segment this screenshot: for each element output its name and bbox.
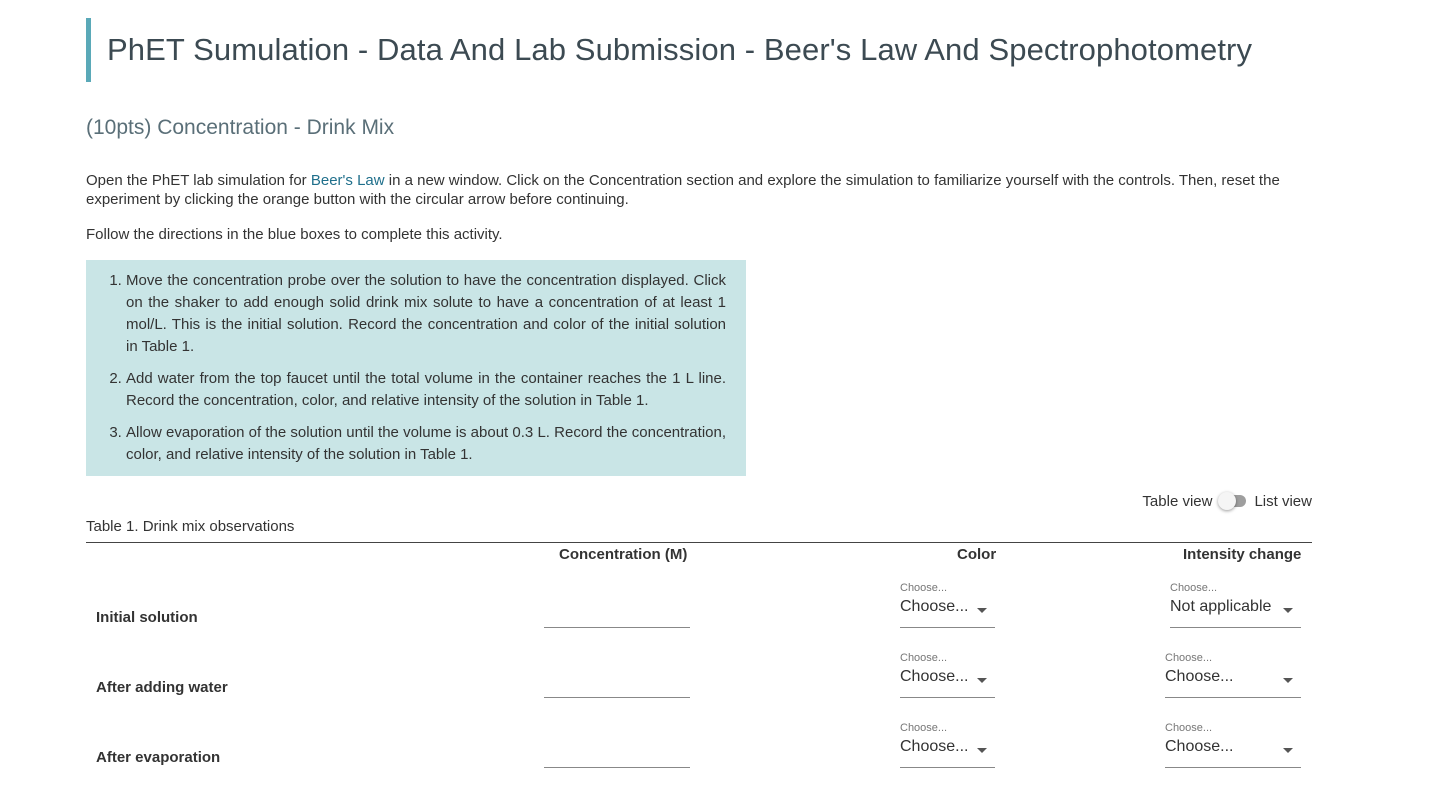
chevron-down-icon	[977, 748, 987, 753]
direction-item: 3. Allow evaporation of the solution until the volume is about 0.3 L. Record the concentration, color, and relative intensity of the solution in Table 1.	[126, 422, 726, 466]
concentration-input-after-evaporation[interactable]	[544, 743, 690, 768]
directions-box	[86, 260, 746, 476]
row-label-after-adding-water: After adding water	[96, 679, 228, 696]
direction-item: 1. Move the concentration probe over the solution to have the concentration displayed. Click on the shaker to add enough solid drink mix solute to have a concentration of at least 1 mol/L. This is the initial solution. Record the concentration and color of the initial solution in Table 1.	[126, 270, 726, 358]
chevron-down-icon	[1283, 678, 1293, 683]
select-hint: Choose...	[1170, 582, 1218, 594]
color-select-initial[interactable]	[900, 582, 995, 628]
view-toggle	[1142, 492, 1312, 510]
table-view-label: Table view	[1142, 492, 1213, 510]
chevron-down-icon	[1283, 748, 1293, 753]
intensity-select-after-water[interactable]	[1165, 652, 1301, 698]
select-hint: Choose...	[1165, 722, 1213, 734]
intensity-select-initial[interactable]	[1170, 582, 1301, 628]
select-value: Choose...	[900, 598, 969, 615]
select-value: Choose...	[900, 738, 969, 755]
concentration-input-initial[interactable]	[544, 603, 690, 628]
direction-item: 2. Add water from the top faucet until the total volume in the container reaches the 1 L line. Record the concentration, color, and relative intensity of the solution in Table 1.	[126, 368, 726, 412]
column-header-color: Color	[957, 546, 997, 563]
row-label-initial-solution: Initial solution	[96, 609, 198, 626]
toggle-knob	[1218, 492, 1236, 510]
select-hint: Choose...	[1165, 652, 1213, 664]
view-toggle-switch[interactable]	[1218, 492, 1248, 510]
select-value: Choose...	[900, 668, 969, 685]
select-value: Choose...	[1165, 668, 1234, 685]
select-hint: Choose...	[900, 722, 948, 734]
intro-paragraph	[86, 171, 1306, 209]
color-select-after-water[interactable]	[900, 652, 995, 698]
chevron-down-icon	[1283, 608, 1293, 613]
intro-text-after: in a new window. Click on the Concentration section and explore the simulation to familiarize yourself with the controls. Then, reset the experiment by clicking the orange button with the circular arrow before continuing.	[86, 172, 1280, 208]
column-header-concentration: Concentration (M)	[559, 546, 688, 563]
select-hint: Choose...	[900, 652, 948, 664]
chevron-down-icon	[977, 678, 987, 683]
select-hint: Choose...	[900, 582, 948, 594]
chevron-down-icon	[977, 608, 987, 613]
intro-text-before: Open the PhET lab simulation for	[86, 172, 311, 189]
column-header-intensity: Intensity change	[1183, 546, 1302, 563]
intensity-select-after-evaporation[interactable]	[1165, 722, 1301, 768]
table-divider	[86, 542, 1312, 543]
beers-law-link[interactable]: Beer's Law	[310, 172, 385, 189]
select-value: Choose...	[1165, 738, 1234, 755]
section-title: (10pts) Concentration - Drink Mix	[86, 116, 395, 139]
row-label-after-evaporation: After evaporation	[96, 749, 221, 766]
color-select-after-evaporation[interactable]	[900, 722, 995, 768]
concentration-input-after-water[interactable]	[544, 673, 690, 698]
select-value: Not applicable	[1170, 598, 1272, 615]
page-title: PhET Sumulation - Data And Lab Submission - Beer's Law And Spectrophotometry	[107, 32, 1253, 67]
follow-directions-text: Follow the directions in the blue boxes to complete this activity.	[86, 226, 503, 243]
page-header	[86, 18, 1252, 82]
table-caption: Table 1. Drink mix observations	[86, 518, 295, 535]
list-view-label: List view	[1254, 492, 1312, 510]
directions-list	[86, 270, 726, 466]
